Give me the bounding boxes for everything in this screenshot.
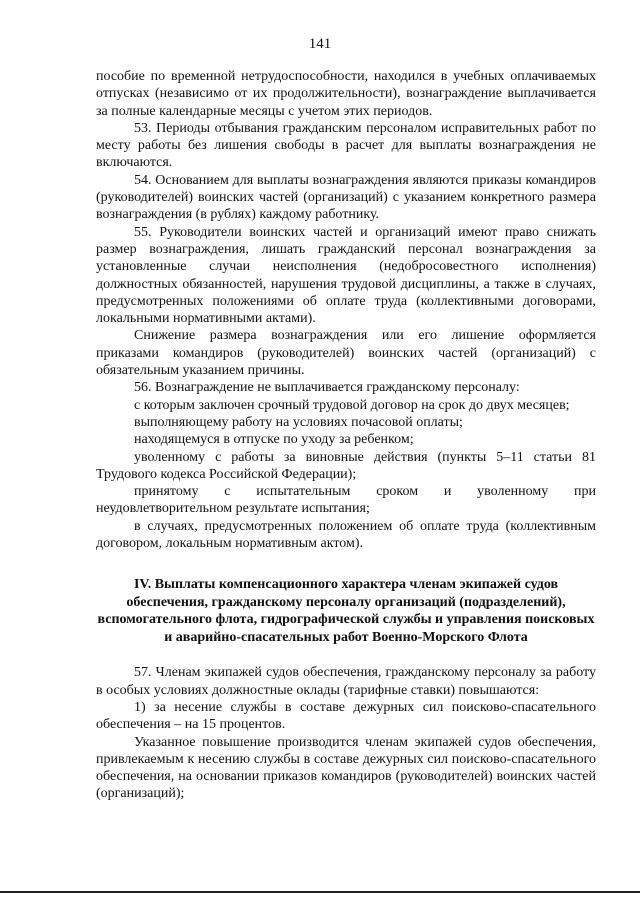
paragraphs-after-heading bbox=[96, 664, 596, 802]
page-number: 141 bbox=[308, 36, 332, 52]
document-body bbox=[96, 68, 596, 803]
section-heading: IV. Выплаты компенсационного характера членам экипажей судов обеспечения, гражданскому персоналу организаций (подразделений), вспомогательного флота, гидрографической службы и управления поисковых и аварийно-спасательных работ Военно-Морского Флота bbox=[97, 577, 595, 645]
paragraph: находящемуся в отпуске по уходу за ребенком; bbox=[134, 432, 414, 448]
paragraph: 53. Периоды отбывания гражданским персоналом исправительных работ по месту работы без лишения свободы в расчет для выплаты вознаграждения не включаются. bbox=[96, 120, 596, 171]
paragraph: пособие по временной нетрудоспособности, находился в учебных оплачиваемых отпусках (независимо от их продолжительности), вознаграждение выплачивается за полные календарные месяцы с учетом этих периодов. bbox=[96, 69, 596, 119]
paragraph: 1) за несение службы в составе дежурных сил поисково-спасательного обеспечения – на 15 процентов. bbox=[96, 699, 596, 733]
paragraph: 54. Основанием для выплаты вознаграждения являются приказы командиров (руководителей) воинских частей (организаций) с указанием конкретного размера вознаграждения (в рублях) каждому работнику. bbox=[96, 172, 596, 223]
paragraph: 55. Руководители воинских частей и организаций имеют право снижать размер вознаграждения, лишать гражданский персонал вознаграждения за установленные случаи неисполнения (недобросовестного исполнения) должностных обязанностей, нарушения трудовой дисциплины, а также в случаях, предусмотренных положениями об оплате труда (коллективными договорами, локальными нормативными актами). bbox=[96, 224, 596, 327]
paragraph: Снижение размера вознаграждения или его лишение оформляется приказами командиров (руководителей) воинских частей (организаций) с обязательным указанием причины. bbox=[96, 328, 596, 379]
bottom-border-line bbox=[0, 891, 640, 893]
paragraph: принятому с испытательным сроком и уволенному при неудовлетворительном результате испытания; bbox=[96, 484, 596, 517]
paragraph: уволенному с работы за виновные действия (пункты 5–11 статьи 81 Трудового кодекса Российской Федерации); bbox=[96, 449, 596, 482]
paragraph: выполняющему работу на условиях почасовой оплаты; bbox=[134, 414, 463, 430]
paragraph: с которым заключен срочный трудовой договор на срок до двух месяцев; bbox=[134, 397, 570, 413]
paragraph: 56. Вознаграждение не выплачивается гражданскому персоналу: bbox=[134, 380, 520, 396]
paragraphs-before-heading bbox=[96, 68, 596, 552]
paragraph: в случаях, предусмотренных положением об оплате труда (коллективным договором, локальным нормативным актом). bbox=[96, 518, 596, 552]
paragraph: 57. Членам экипажей судов обеспечения, гражданскому персоналу за работу в особых условиях должностные оклады (тарифные ставки) повышаются: bbox=[96, 665, 596, 698]
paragraph: Указанное повышение производится членам экипажей судов обеспечения, привлекаемым к несению службы в составе дежурных сил поисково-спасательного обеспечения, на основании приказов командиров (руководителей) воинских частей (организаций); bbox=[96, 734, 596, 802]
